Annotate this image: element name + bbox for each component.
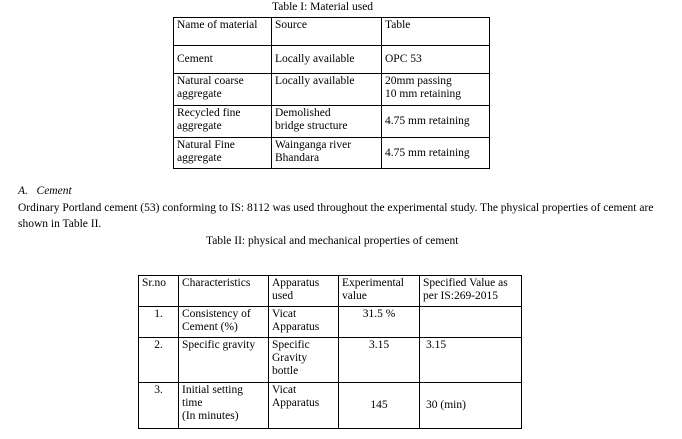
- table2-cell: 145: [339, 383, 420, 429]
- table2-cell: [420, 307, 522, 338]
- table2-cell: Specific gravity: [179, 338, 269, 383]
- table1-cell: Wainganga river Bhandara: [272, 138, 382, 169]
- table2-cell: Vicat Apparatus: [269, 307, 339, 338]
- table2-cell: 3.: [139, 383, 179, 429]
- section-title: Cement: [36, 185, 72, 197]
- table2: [138, 275, 522, 429]
- table2-caption: Table II: physical and mechanical properties of cement: [206, 235, 459, 247]
- table2-header-cell: Experimental value: [339, 276, 420, 307]
- table2-cell: 31.5 %: [339, 307, 420, 338]
- table2-cell: 1.: [139, 307, 179, 338]
- table2-cell: Specific Gravity bottle: [269, 338, 339, 383]
- table1-cell: 4.75 mm retaining: [382, 138, 490, 169]
- table-row: [174, 46, 490, 74]
- table-row: [174, 106, 490, 138]
- section-letter: A.: [18, 185, 28, 197]
- table-row: [139, 383, 522, 429]
- paragraph-line-2: shown in Table II.: [18, 218, 102, 230]
- table1-cell: 20mm passing 10 mm retaining: [382, 74, 490, 106]
- table2-header-cell: Specified Value as per IS:269-2015: [420, 276, 522, 307]
- table1-header-cell: Name of material: [174, 18, 272, 46]
- table2-header-cell: Characteristics: [179, 276, 269, 307]
- table1-cell: Cement: [174, 46, 272, 74]
- section-heading: [18, 184, 72, 198]
- table2-cell: Initial setting time (In minutes): [179, 383, 269, 429]
- table1-header-cell: Source: [272, 18, 382, 46]
- table1-cell: Natural Fine aggregate: [174, 138, 272, 169]
- table2-cell: 3.15: [339, 338, 420, 383]
- table-row: [139, 338, 522, 383]
- table2-header-cell: Apparatus used: [269, 276, 339, 307]
- table2-cell: 30 (min): [420, 383, 522, 429]
- table1: [173, 17, 490, 169]
- table2-header-row: [139, 276, 522, 307]
- table1-caption: Table I: Material used: [272, 1, 374, 13]
- table1-cell: Demolished bridge structure: [272, 106, 382, 138]
- paragraph-line-1: Ordinary Portland cement (53) conforming to IS: 8112 was used throughout the experimental study. The physical properties of cement are: [18, 202, 654, 214]
- table1-header-cell: Table: [382, 18, 490, 46]
- table-row: [139, 307, 522, 338]
- table1-cell: Locally available: [272, 46, 382, 74]
- table2-cell: Consistency of Cement (%): [179, 307, 269, 338]
- table1-cell: 4.75 mm retaining: [382, 106, 490, 138]
- table2-header-cell: Sr.no: [139, 276, 179, 307]
- table-row: [174, 138, 490, 169]
- table1-cell: Recycled fine aggregate: [174, 106, 272, 138]
- table1-cell: Natural coarse aggregate: [174, 74, 272, 106]
- table2-cell: Vicat Apparatus: [269, 383, 339, 429]
- table1-cell: OPC 53: [382, 46, 490, 74]
- table1-cell: Locally available: [272, 74, 382, 106]
- table2-cell: 2.: [139, 338, 179, 383]
- table-row: [174, 74, 490, 106]
- table1-header-row: [174, 18, 490, 46]
- table2-cell: 3.15: [420, 338, 522, 383]
